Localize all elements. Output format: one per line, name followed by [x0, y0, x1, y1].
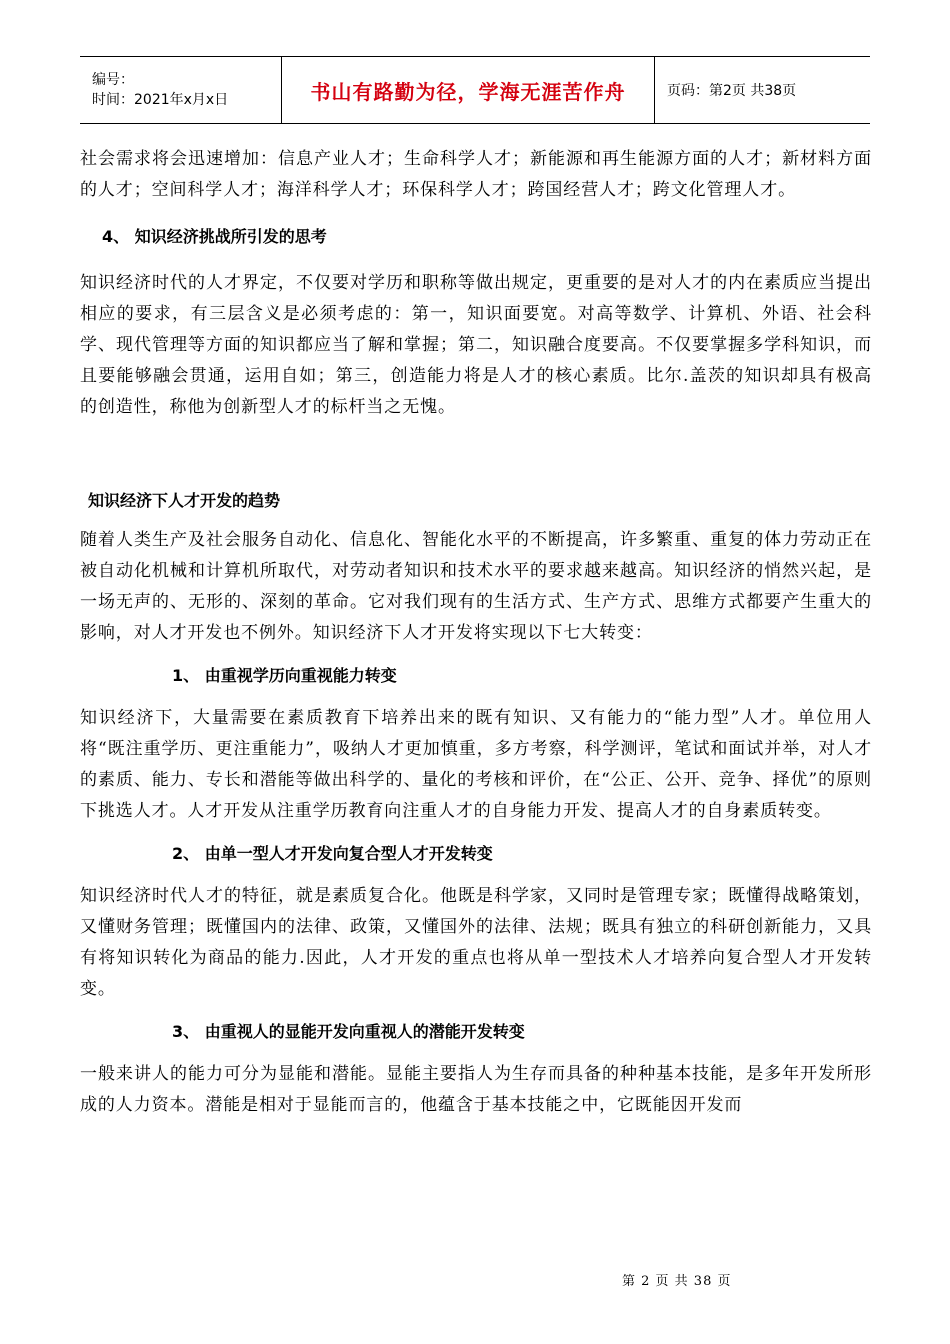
- section-title: 知识经济下人才开发的趋势: [88, 491, 281, 510]
- heading-3: 3、 由重视人的显能开发向重视人的潜能开发转变: [172, 1022, 525, 1041]
- paragraph-3: 随着人类生产及社会服务自动化、信息化、智能化水平的不断提高，许多繁重、重复的体力劳动正在被自动化机械和计算机所取代，对劳动者知识和技术水平的要求越来越高。知识经济的悄然兴起，是一场无声的、无形的、深刻的革命。它对我们现有的生活方式、生产方式、思维方式都要产生重大的影响，对人才开发也不例外。知识经济下人才开发将实现以下七大转变：: [80, 530, 872, 643]
- document-number-label: 编号：: [92, 72, 134, 88]
- heading-2: 2、 由单一型人才开发向复合型人才开发转变: [172, 844, 493, 863]
- document-body: [80, 144, 872, 1121]
- heading-4: 4、 知识经济挑战所引发的思考: [102, 227, 327, 246]
- header-page-label: 页码：第2页 共38页: [667, 83, 797, 99]
- header-motto: 书山有路勤为径，学海无涯苦作舟: [282, 57, 655, 123]
- paragraph-2: 知识经济时代的人才界定，不仅要对学历和职称等做出规定，更重要的是对人才的内在素质应当提出相应的要求，有三层含义是必须考虑的：第一，知识面要宽。对高等数学、计算机、外语、社会科学、现代管理等方面的知识都应当了解和掌握；第二，知识融合度要高。不仅要掌握多学科知识，而且要能够融会贯通，运用自如；第三，创造能力将是人才的核心素质。比尔.盖茨的知识却具有极高的创造性，称他为创新型人才的标杆当之无愧。: [80, 273, 872, 417]
- paragraph-5: 知识经济时代人才的特征，就是素质复合化。他既是科学家，又同时是管理专家；既懂得战略策划，又懂财务管理；既懂国内的法律、政策，又懂国外的法律、法规；既具有独立的科研创新能力，又具有将知识转化为商品的能力.因此，人才开发的重点也将从单一型技术人才培养向复合型人才开发转变。: [80, 886, 872, 999]
- paragraph-1: 社会需求将会迅速增加：信息产业人才；生命科学人才；新能源和再生能源方面的人才；新材料方面的人才；空间科学人才；海洋科学人才；环保科学人才；跨国经营人才；跨文化管理人才。: [80, 149, 872, 200]
- paragraph-6: 一般来讲人的能力可分为显能和潜能。显能主要指人为生存而具备的种种基本技能，是多年开发所形成的人力资本。潜能是相对于显能而言的，他蕴含于基本技能之中，它既能因开发而: [80, 1064, 872, 1115]
- page-footer: 第 2 页 共 38 页: [622, 1274, 732, 1289]
- document-time-label: 时间：2021年x月x日: [92, 92, 229, 108]
- header-meta: [80, 57, 282, 123]
- page-header: [80, 56, 870, 124]
- paragraph-4: 知识经济下，大量需要在素质教育下培养出来的既有知识、又有能力的“能力型”人才。单位用人将“既注重学历、更注重能力”，吸纳人才更加慎重，多方考察，科学测评，笔试和面试并举，对人才的素质、能力、专长和潜能等做出科学的、量化的考核和评价，在“公正、公开、竞争、择优”的原则下挑选人才。人才开发从注重学历教育向注重人才的自身能力开发、提高人才的自身素质转变。: [80, 708, 872, 821]
- heading-1: 1、 由重视学历向重视能力转变: [172, 666, 397, 685]
